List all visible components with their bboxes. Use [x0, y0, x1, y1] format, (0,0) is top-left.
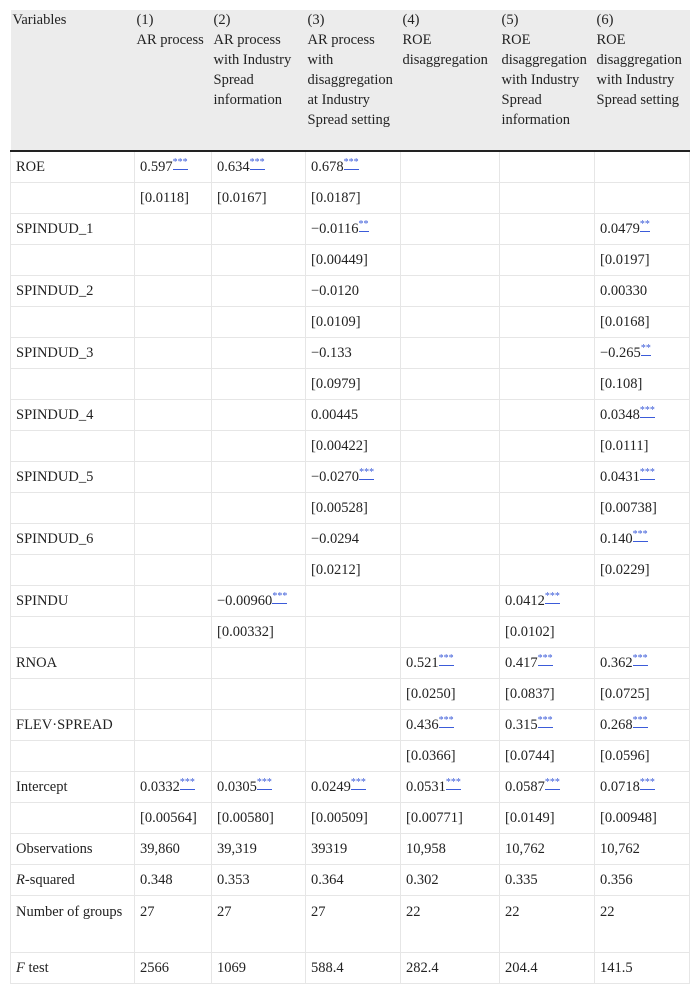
coef-value: 0.0718 — [600, 779, 640, 795]
table-row-se — [11, 369, 690, 400]
stats-row-observations — [11, 834, 690, 865]
coef-value: 0.0332 — [140, 779, 180, 795]
coef-cell — [135, 710, 212, 741]
se-cell — [500, 493, 595, 524]
se-cell — [401, 493, 500, 524]
coef-cell — [401, 648, 500, 679]
regression-results-table — [10, 10, 690, 984]
se-cell — [401, 617, 500, 648]
coef-cell — [500, 462, 595, 493]
coef-cell — [135, 214, 212, 245]
se-cell — [500, 555, 595, 586]
se-cell — [595, 617, 690, 648]
row-label-empty — [11, 245, 135, 276]
stat-cell: 204.4 — [500, 953, 595, 984]
table-body — [11, 151, 690, 984]
se-cell — [401, 555, 500, 586]
coef-cell — [595, 586, 690, 617]
row-label-empty — [11, 183, 135, 214]
se-cell — [500, 183, 595, 214]
se-cell: [0.0979] — [306, 369, 401, 400]
significance-link[interactable]: *** — [544, 777, 560, 788]
stats-row-ftest — [11, 953, 690, 984]
stats-row-rsquared — [11, 865, 690, 896]
row-label-empty — [11, 431, 135, 462]
stat-cell: 22 — [401, 896, 500, 953]
coef-cell — [212, 648, 306, 679]
stat-cell: 39,319 — [212, 834, 306, 865]
se-cell — [212, 555, 306, 586]
se-cell — [306, 679, 401, 710]
coef-cell — [212, 151, 306, 183]
coef-cell — [595, 462, 690, 493]
table-row — [11, 648, 690, 679]
se-cell — [212, 493, 306, 524]
significance-link[interactable]: *** — [256, 777, 272, 788]
se-cell — [401, 245, 500, 276]
coef-cell — [212, 214, 306, 245]
se-cell: [0.00422] — [306, 431, 401, 462]
coef-cell — [595, 400, 690, 431]
coef-cell — [595, 648, 690, 679]
coef-value: 0.0412 — [505, 593, 545, 609]
se-cell — [306, 617, 401, 648]
row-label: R-squared — [11, 865, 135, 896]
table-row-se — [11, 741, 690, 772]
se-cell: [0.00738] — [595, 493, 690, 524]
se-cell: [0.0837] — [500, 679, 595, 710]
significance-link[interactable]: *** — [632, 653, 648, 664]
row-label-empty — [11, 741, 135, 772]
stat-cell: 0.356 — [595, 865, 690, 896]
coef-value: 0.140 — [600, 531, 633, 547]
se-cell — [212, 245, 306, 276]
coef-cell — [306, 338, 401, 369]
coef-value: 0.521 — [406, 655, 439, 671]
coef-cell — [212, 710, 306, 741]
se-cell: [0.0187] — [306, 183, 401, 214]
se-cell — [401, 183, 500, 214]
table-row-se — [11, 307, 690, 338]
coef-cell — [306, 151, 401, 183]
se-cell: [0.0149] — [500, 803, 595, 834]
row-label: SPINDUD_5 — [11, 462, 135, 493]
se-cell — [135, 555, 212, 586]
coef-value: 0.678 — [311, 159, 344, 175]
coef-cell — [401, 772, 500, 803]
coef-cell — [135, 524, 212, 555]
coef-cell — [135, 586, 212, 617]
stat-cell: 22 — [500, 896, 595, 953]
row-label: Intercept — [11, 772, 135, 803]
se-cell: [0.00332] — [212, 617, 306, 648]
coef-cell — [500, 400, 595, 431]
coef-cell — [306, 276, 401, 307]
se-cell — [595, 183, 690, 214]
coef-value: 0.00445 — [311, 407, 359, 423]
coef-cell — [135, 772, 212, 803]
significance-link[interactable]: *** — [445, 777, 461, 788]
coef-cell — [212, 462, 306, 493]
coef-cell — [306, 648, 401, 679]
coef-cell — [135, 462, 212, 493]
coef-cell — [500, 276, 595, 307]
se-cell: [0.00948] — [595, 803, 690, 834]
header-col-3: (3) AR process with disaggregation at Industry Spread setting — [306, 10, 401, 151]
coef-cell — [500, 151, 595, 183]
se-cell — [135, 741, 212, 772]
coef-value: 0.0348 — [600, 407, 640, 423]
row-label: Observations — [11, 834, 135, 865]
se-cell: [0.00580] — [212, 803, 306, 834]
se-cell: [0.0109] — [306, 307, 401, 338]
se-cell: [0.0118] — [135, 183, 212, 214]
coef-value: 0.0305 — [217, 779, 257, 795]
coef-value: 0.315 — [505, 717, 538, 733]
coef-value: 0.0587 — [505, 779, 545, 795]
row-label: ROE — [11, 151, 135, 183]
table-row — [11, 338, 690, 369]
header-col-6: (6) ROE disaggregation with Industry Spread setting — [595, 10, 690, 151]
stats-row-groups — [11, 896, 690, 953]
row-label-empty — [11, 679, 135, 710]
stat-cell: 588.4 — [306, 953, 401, 984]
row-label: FLEV·SPREAD — [11, 710, 135, 741]
se-cell: [0.00509] — [306, 803, 401, 834]
se-cell — [135, 307, 212, 338]
significance-link[interactable]: *** — [639, 405, 655, 416]
table-row — [11, 214, 690, 245]
significance-link[interactable]: *** — [359, 467, 375, 478]
table-row-se — [11, 431, 690, 462]
se-cell — [401, 307, 500, 338]
coef-cell — [212, 400, 306, 431]
coef-cell — [500, 338, 595, 369]
coef-cell — [401, 586, 500, 617]
coef-cell — [135, 276, 212, 307]
table-row — [11, 276, 690, 307]
table-row-se — [11, 617, 690, 648]
table-row — [11, 772, 690, 803]
se-cell — [500, 307, 595, 338]
se-cell: [0.0596] — [595, 741, 690, 772]
table-row-se — [11, 245, 690, 276]
table-row-se — [11, 183, 690, 214]
se-cell — [135, 431, 212, 462]
header-col-2: (2) AR process with Industry Spread information — [212, 10, 306, 151]
se-cell — [212, 307, 306, 338]
coef-cell — [401, 151, 500, 183]
coef-value: −0.0270 — [311, 469, 360, 485]
significance-link[interactable]: ** — [358, 219, 369, 230]
significance-link[interactable]: ** — [640, 343, 651, 354]
significance-link[interactable]: *** — [544, 591, 560, 602]
se-cell — [135, 617, 212, 648]
se-cell: [0.0212] — [306, 555, 401, 586]
coef-cell — [212, 338, 306, 369]
se-cell: [0.108] — [595, 369, 690, 400]
significance-link[interactable]: *** — [172, 157, 188, 168]
coef-cell — [595, 524, 690, 555]
table-row — [11, 710, 690, 741]
row-label-empty — [11, 493, 135, 524]
se-cell: [0.0725] — [595, 679, 690, 710]
coef-cell — [306, 586, 401, 617]
stat-cell: 27 — [306, 896, 401, 953]
coef-cell — [306, 524, 401, 555]
se-cell — [212, 679, 306, 710]
se-cell — [401, 369, 500, 400]
table-row — [11, 586, 690, 617]
row-label: SPINDUD_4 — [11, 400, 135, 431]
coef-value: −0.0116 — [311, 221, 359, 237]
se-cell: [0.00771] — [401, 803, 500, 834]
se-cell: [0.0167] — [212, 183, 306, 214]
significance-link[interactable]: *** — [179, 777, 195, 788]
se-cell — [135, 245, 212, 276]
row-label: SPINDU — [11, 586, 135, 617]
coef-cell — [500, 586, 595, 617]
stat-cell: 10,762 — [500, 834, 595, 865]
row-label: Number of groups — [11, 896, 135, 953]
stat-cell: 0.348 — [135, 865, 212, 896]
stat-cell: 27 — [212, 896, 306, 953]
coef-cell — [135, 151, 212, 183]
coef-cell — [500, 214, 595, 245]
coef-cell — [500, 772, 595, 803]
coef-cell — [306, 462, 401, 493]
table-row — [11, 400, 690, 431]
row-label-empty — [11, 307, 135, 338]
table-row-se — [11, 679, 690, 710]
coef-cell — [401, 214, 500, 245]
header-row — [11, 10, 690, 151]
significance-link[interactable]: *** — [537, 653, 553, 664]
header-col-5: (5) ROE disaggregation with Industry Spread information — [500, 10, 595, 151]
stat-cell: 10,762 — [595, 834, 690, 865]
row-label: F test — [11, 953, 135, 984]
stat-cell: 39319 — [306, 834, 401, 865]
se-cell — [212, 369, 306, 400]
coef-cell — [212, 524, 306, 555]
se-cell — [135, 369, 212, 400]
coef-cell — [595, 710, 690, 741]
coef-value: 0.0479 — [600, 221, 640, 237]
significance-link[interactable]: *** — [438, 653, 454, 664]
significance-link[interactable]: *** — [272, 591, 288, 602]
se-cell — [135, 679, 212, 710]
stat-cell: 2566 — [135, 953, 212, 984]
stat-cell: 282.4 — [401, 953, 500, 984]
coef-value: −0.0294 — [311, 531, 360, 547]
coef-cell — [135, 400, 212, 431]
significance-link[interactable]: ** — [639, 219, 650, 230]
row-label: SPINDUD_2 — [11, 276, 135, 307]
row-label-empty — [11, 617, 135, 648]
coef-cell — [212, 772, 306, 803]
table-row — [11, 462, 690, 493]
significance-link[interactable]: *** — [438, 715, 454, 726]
se-cell: [0.0168] — [595, 307, 690, 338]
stat-cell: 1069 — [212, 953, 306, 984]
coef-cell — [306, 400, 401, 431]
se-cell — [306, 741, 401, 772]
coef-value: 0.597 — [140, 159, 173, 175]
table-row-se — [11, 493, 690, 524]
coef-value: −0.00960 — [217, 593, 273, 609]
coef-cell — [401, 276, 500, 307]
se-cell: [0.00564] — [135, 803, 212, 834]
significance-link[interactable]: *** — [639, 467, 655, 478]
significance-link[interactable]: *** — [343, 157, 359, 168]
se-cell: [0.0102] — [500, 617, 595, 648]
coef-cell — [401, 710, 500, 741]
coef-cell — [401, 338, 500, 369]
stat-cell: 0.364 — [306, 865, 401, 896]
se-cell — [401, 431, 500, 462]
coef-cell — [595, 772, 690, 803]
table-row-se — [11, 803, 690, 834]
coef-value: 0.634 — [217, 159, 250, 175]
coef-cell — [401, 524, 500, 555]
se-cell — [500, 369, 595, 400]
se-cell: [0.0229] — [595, 555, 690, 586]
coef-value: −0.133 — [311, 345, 352, 361]
row-label-empty — [11, 369, 135, 400]
table-row-se — [11, 555, 690, 586]
header-variables: Variables — [11, 10, 135, 151]
se-cell — [135, 493, 212, 524]
coef-value: 0.362 — [600, 655, 633, 671]
coef-value: 0.00330 — [600, 283, 648, 299]
coef-value: −0.265 — [600, 345, 641, 361]
se-cell: [0.0111] — [595, 431, 690, 462]
row-label: SPINDUD_1 — [11, 214, 135, 245]
header-col-1: (1) AR process — [135, 10, 212, 151]
coef-cell — [306, 710, 401, 741]
row-label: RNOA — [11, 648, 135, 679]
coef-cell — [212, 586, 306, 617]
se-cell — [212, 431, 306, 462]
coef-cell — [500, 648, 595, 679]
significance-link[interactable]: *** — [632, 715, 648, 726]
row-label: SPINDUD_3 — [11, 338, 135, 369]
se-cell: [0.0744] — [500, 741, 595, 772]
se-cell — [500, 431, 595, 462]
significance-link[interactable]: *** — [639, 777, 655, 788]
row-label-empty — [11, 555, 135, 586]
coef-value: 0.0431 — [600, 469, 640, 485]
stat-cell: 0.302 — [401, 865, 500, 896]
stat-cell: 141.5 — [595, 953, 690, 984]
significance-link[interactable]: *** — [350, 777, 366, 788]
table-row — [11, 151, 690, 183]
coef-cell — [306, 214, 401, 245]
coef-cell — [500, 710, 595, 741]
significance-link[interactable]: *** — [632, 529, 648, 540]
se-cell — [500, 245, 595, 276]
stat-cell: 27 — [135, 896, 212, 953]
coef-cell — [595, 338, 690, 369]
coef-value: 0.0249 — [311, 779, 351, 795]
se-cell — [212, 741, 306, 772]
coef-cell — [401, 462, 500, 493]
coef-cell — [595, 151, 690, 183]
stat-cell: 22 — [595, 896, 690, 953]
row-label: SPINDUD_6 — [11, 524, 135, 555]
coef-value: 0.436 — [406, 717, 439, 733]
se-cell: [0.00528] — [306, 493, 401, 524]
coef-cell — [135, 338, 212, 369]
significance-link[interactable]: *** — [249, 157, 265, 168]
coef-cell — [500, 524, 595, 555]
coef-cell — [595, 276, 690, 307]
stat-cell: 0.335 — [500, 865, 595, 896]
coef-value: −0.0120 — [311, 283, 360, 299]
se-cell: [0.0197] — [595, 245, 690, 276]
se-cell: [0.0250] — [401, 679, 500, 710]
coef-cell — [401, 400, 500, 431]
se-cell: [0.0366] — [401, 741, 500, 772]
significance-link[interactable]: *** — [537, 715, 553, 726]
stat-cell: 39,860 — [135, 834, 212, 865]
row-label-empty — [11, 803, 135, 834]
coef-value: 0.268 — [600, 717, 633, 733]
coef-value: 0.417 — [505, 655, 538, 671]
header-col-4: (4) ROE disaggregation — [401, 10, 500, 151]
coef-cell — [595, 214, 690, 245]
se-cell: [0.00449] — [306, 245, 401, 276]
table-row — [11, 524, 690, 555]
stat-cell: 0.353 — [212, 865, 306, 896]
coef-value: 0.0531 — [406, 779, 446, 795]
coef-cell — [306, 772, 401, 803]
coef-cell — [135, 648, 212, 679]
stat-cell: 10,958 — [401, 834, 500, 865]
coef-cell — [212, 276, 306, 307]
